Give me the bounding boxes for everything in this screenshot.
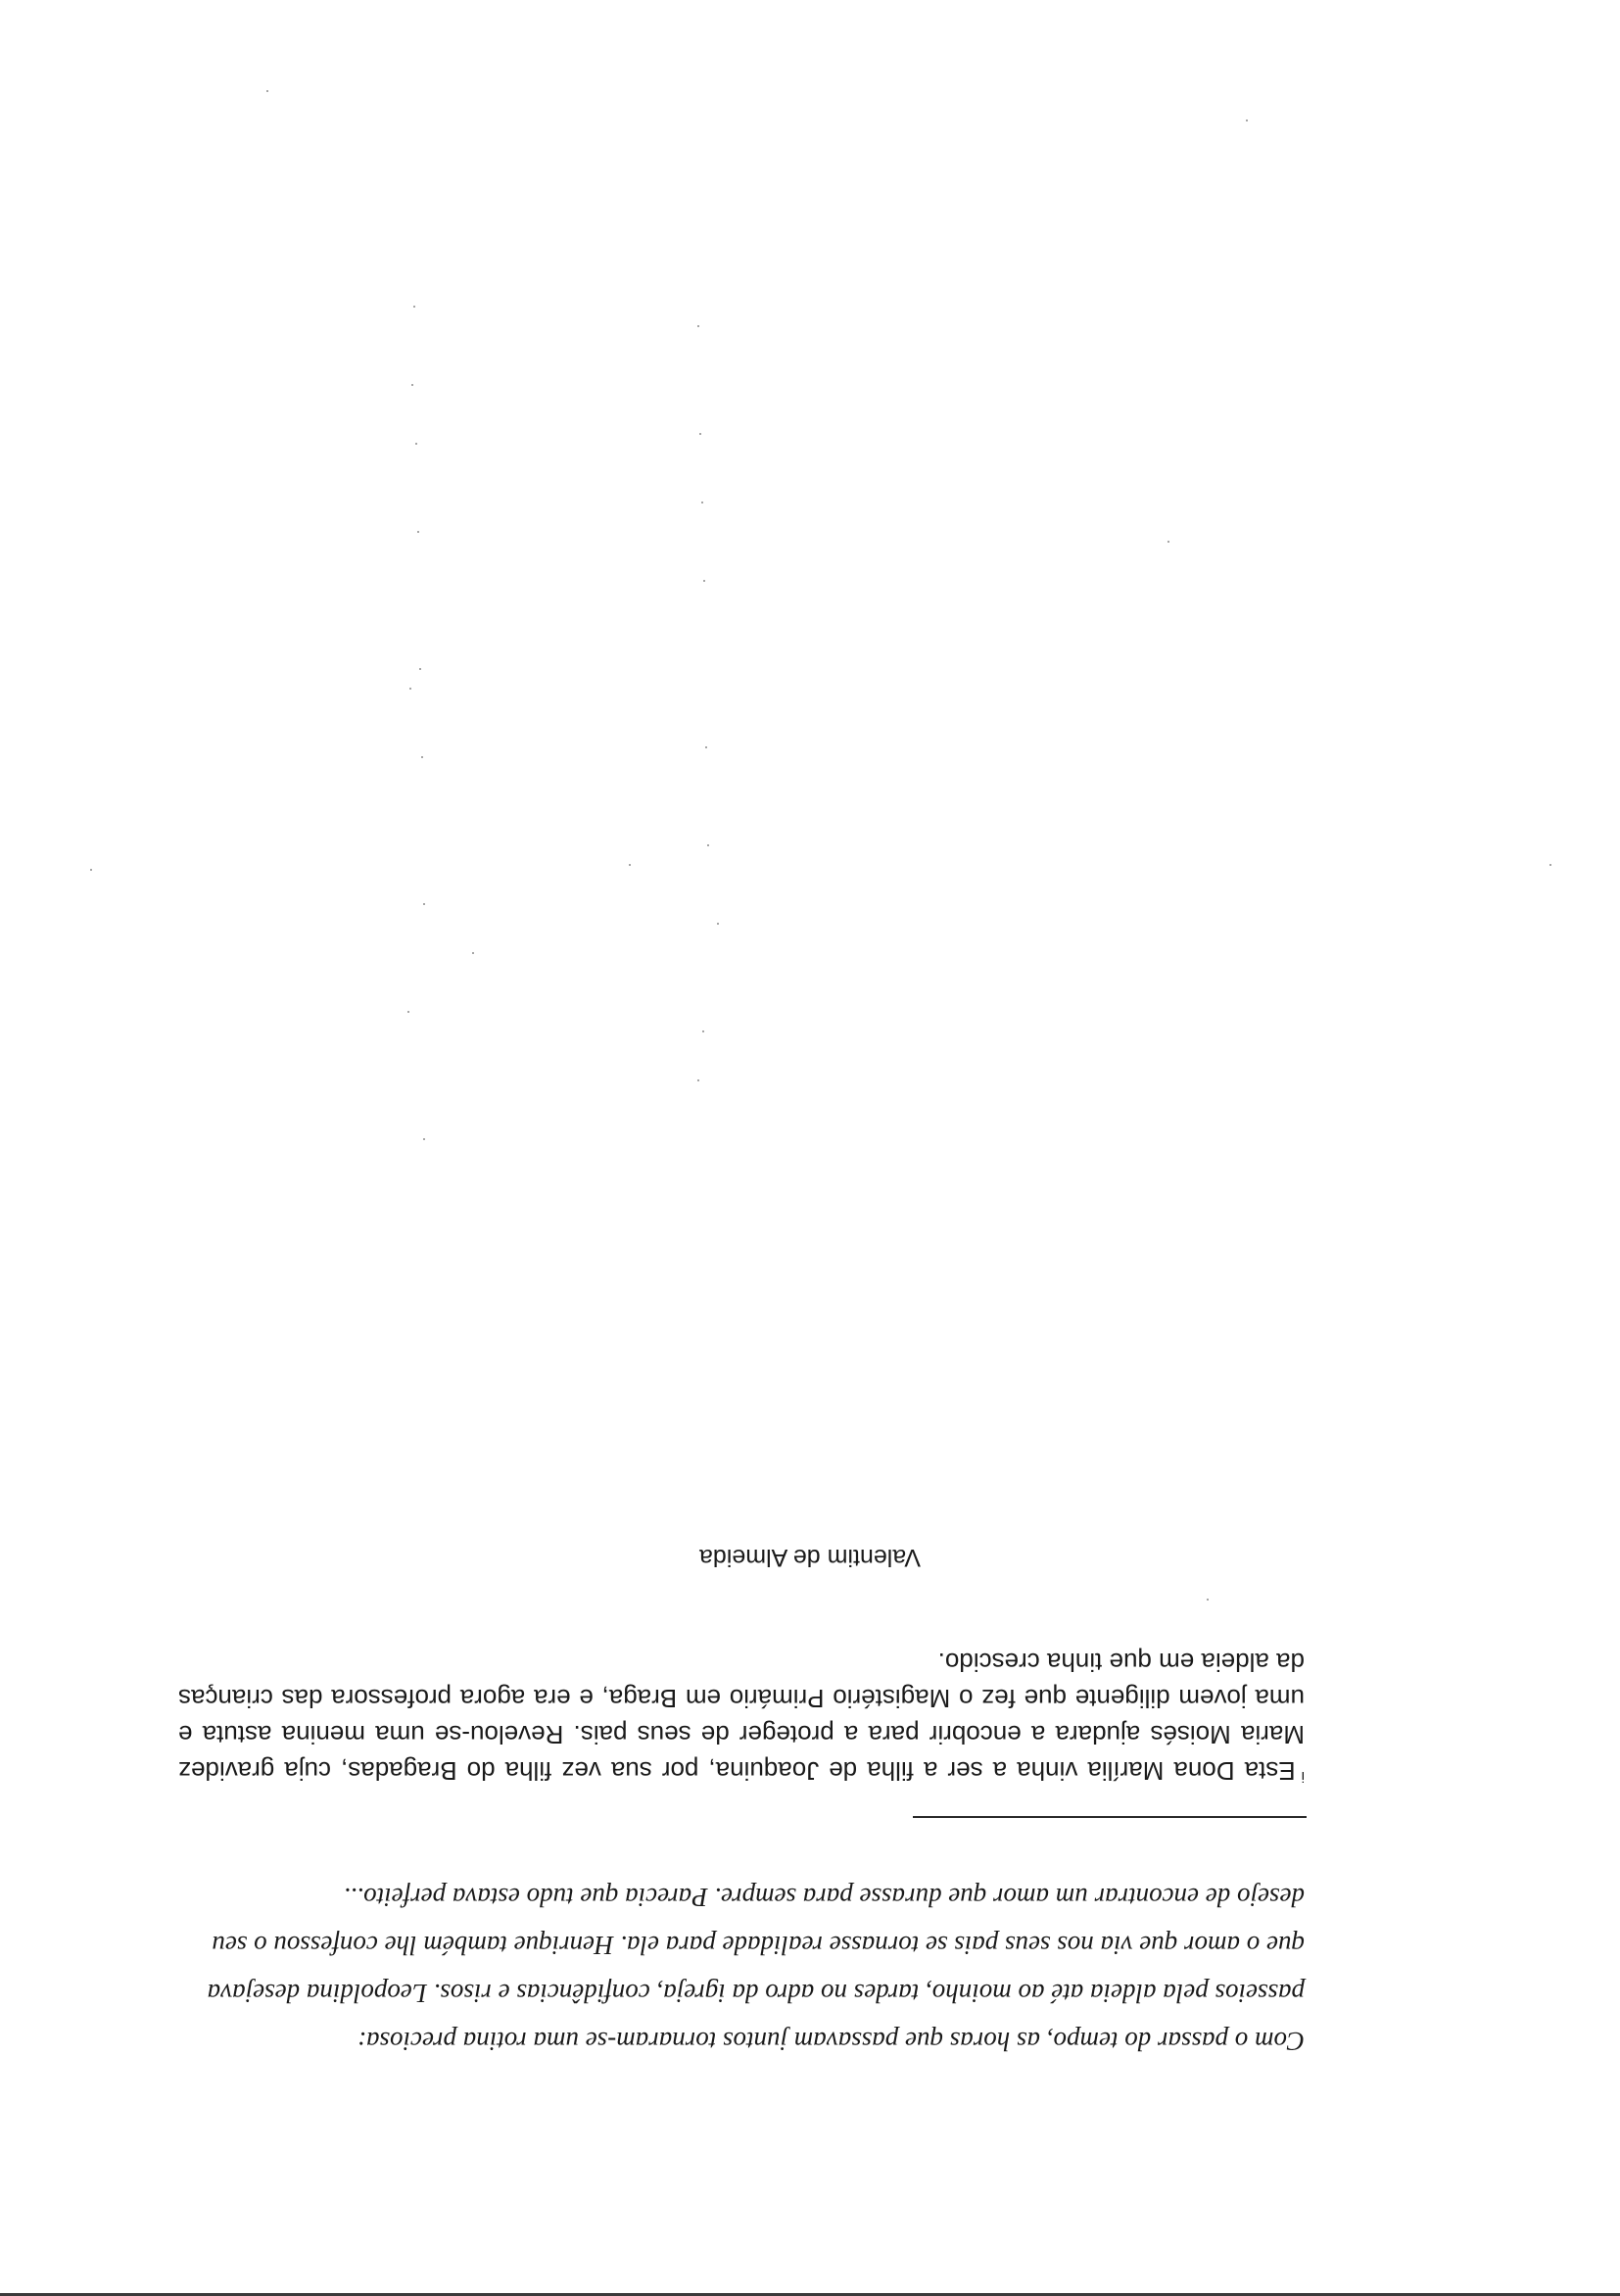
- scan-speck: [266, 90, 268, 92]
- scan-speck: [697, 1079, 699, 1081]
- text-line: passeios pela aldeia até ao moinho, tardes no adro da igreja, confidências e risos. Leopoldina desejava: [207, 1979, 1305, 2008]
- scan-speck: [409, 688, 411, 690]
- scan-speck: [413, 306, 415, 308]
- scan-speck: [411, 384, 413, 386]
- scan-speck: [407, 1011, 409, 1013]
- scan-speck: [1246, 120, 1248, 121]
- scan-speck: [701, 502, 703, 503]
- scan-speck: [705, 746, 707, 748]
- text-line: desejo de encontrar um amor que durasse para sempre. Parecia que tudo estava perfeito...: [343, 1883, 1305, 1912]
- scan-speck: [699, 433, 701, 435]
- scan-speck: [415, 443, 417, 445]
- scan-speck: [423, 1138, 425, 1140]
- text-line: que o amor que via nos seus pais se tornasse realidade para ela. Henrique também lhe confessou o seu: [212, 1931, 1305, 1960]
- footnote-separator: [913, 1816, 1307, 1818]
- footnote-text: Esta Dona Marília vinha a ser a filha de Joaquina, por sua vez filha do Bragadas, cuja gravidez Maria Moisés ajudara a encobrir para a proteger de seus pais. Revelou-se uma menina astuta e uma jovem diligente que fez o Magistério Primário em Braga, e era agora professora das crianças da aldeia em que tinha crescido.: [178, 1648, 1305, 1786]
- footnote-marker: i: [1301, 1767, 1305, 1785]
- scan-speck: [472, 952, 474, 954]
- scan-speck: [629, 864, 631, 866]
- scan-speck: [1167, 541, 1169, 543]
- scan-speck: [1549, 864, 1551, 866]
- scan-speck: [423, 903, 425, 905]
- scan-speck: [697, 325, 699, 327]
- author-signature: Valentim de Almeida: [698, 1544, 922, 1571]
- scan-speck: [417, 531, 419, 533]
- text-line: Com o passar do tempo, as horas que passavam juntos tornaram-se uma rotina preciosa:: [357, 2027, 1305, 2056]
- scan-speck: [421, 756, 423, 758]
- scan-speck: [419, 668, 421, 670]
- scan-speck: [703, 580, 705, 582]
- footnote: [178, 1644, 1305, 1789]
- scan-speck: [702, 1030, 704, 1032]
- scan-speck: [1207, 1599, 1209, 1601]
- italic-paragraph: [178, 1873, 1305, 2065]
- scan-speck: [90, 869, 92, 871]
- scan-speck: [717, 923, 719, 925]
- scan-speck: [707, 844, 709, 846]
